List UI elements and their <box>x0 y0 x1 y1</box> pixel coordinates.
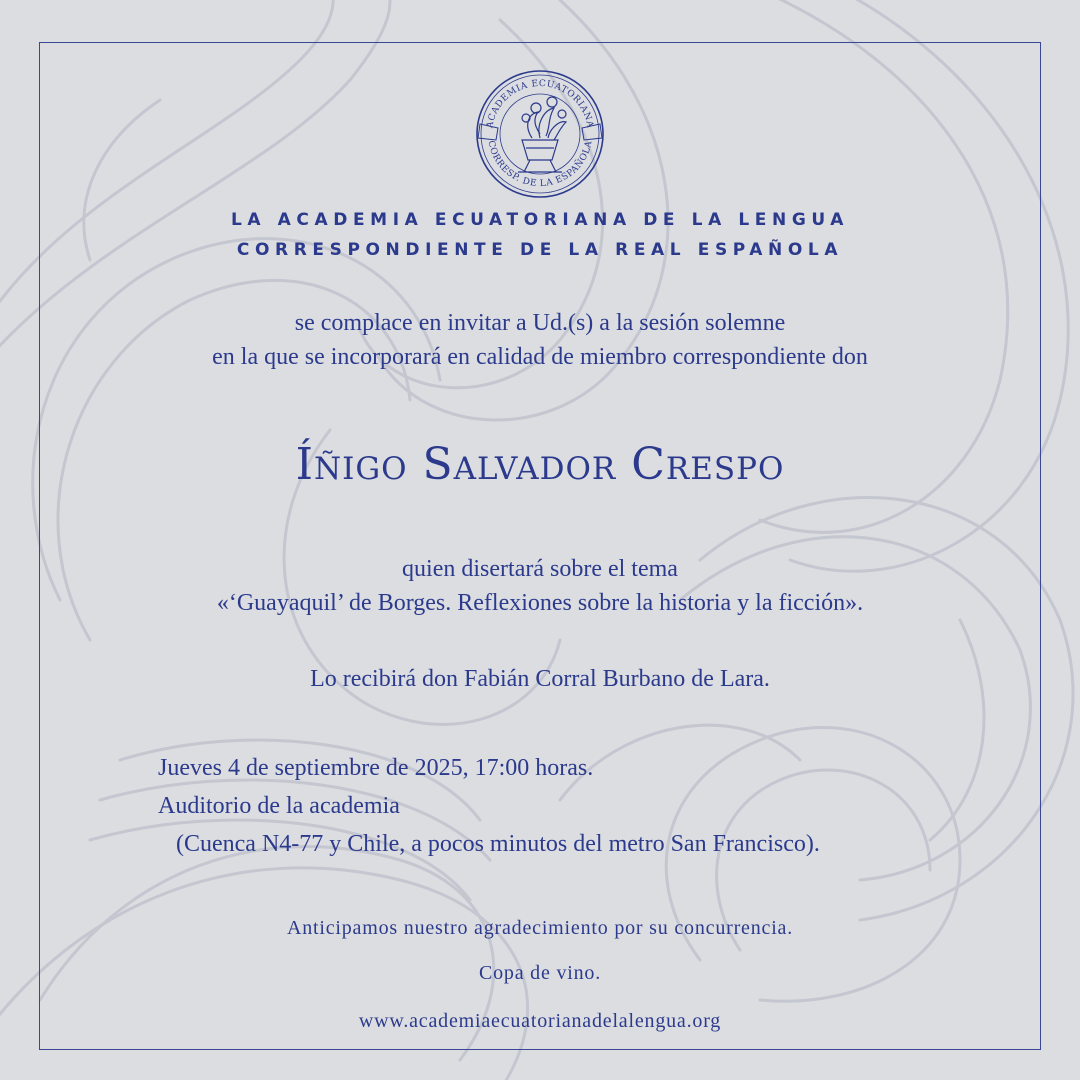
topic-title: «‘Guayaquil’ de Borges. Reflexiones sobre la historia y la ficción». <box>216 590 864 616</box>
event-datetime: Jueves 4 de septiembre de 2025, 17:00 horas. <box>158 755 594 781</box>
event-venue: Auditorio de la academia <box>158 793 400 819</box>
organization-line-1: LA ACADEMIA ECUATORIANA DE LA LENGUA <box>230 210 850 230</box>
website-link[interactable]: www.academiaecuatorianadelalengua.org <box>358 1010 722 1032</box>
reception-text: Lo recibirá don Fabián Corral Burbano de Lara. <box>310 666 770 692</box>
seal-bottom-text: CORRESP. DE LA ESPAÑOLA <box>485 139 595 190</box>
academy-seal-logo <box>474 68 606 200</box>
event-address: (Cuenca N4-77 y Chile, a pocos minutos del metro San Francisco). <box>176 831 820 857</box>
seal-top-text: ACADEMIA ECUATORIANA <box>485 78 595 129</box>
thanks-text: Anticipamos nuestro agradecimiento por su concurrencia. <box>286 917 794 939</box>
invitation-text <box>40 306 1040 374</box>
wine-text: Copa de vino. <box>478 962 602 984</box>
organization-line-2: CORRESPONDIENTE DE LA REAL ESPAÑOLA <box>236 240 844 260</box>
honoree-name: Íñigo Salvador Crespo <box>295 439 785 490</box>
invitation-line-2: en la que se incorporará en calidad de miembro correspondiente don <box>212 344 868 370</box>
organization-name <box>40 205 1040 265</box>
invitation-line-1: se complace en invitar a Ud.(s) a la sesión solemne <box>294 310 786 336</box>
topic-block <box>40 552 1040 620</box>
topic-intro: quien disertará sobre el tema <box>402 556 678 582</box>
